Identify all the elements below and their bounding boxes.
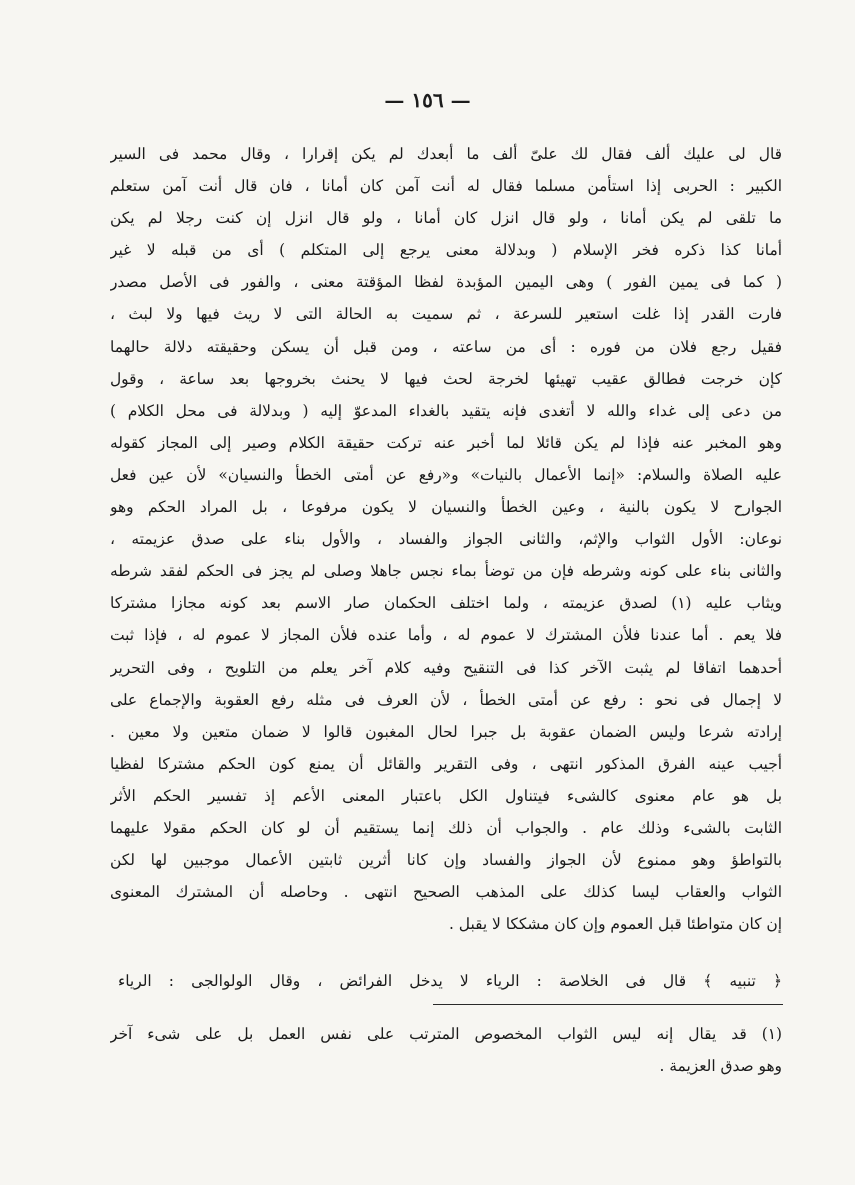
text-line: والثانى بناء على كونه وشرطه فإن من توضأ بماء نجس جاهلا وصلى لم يجز فى الحكم لفقد شرطه [110, 562, 782, 581]
text-line: ( كما فى يمين الفور ) وهى اليمين المؤبدة لفظا المؤقتة معنى ، والفور فى الأصل مصدر [110, 273, 782, 292]
text-line: الكبير : الحربى إذا استأمن مسلما فقال له أنت آمن كان أمانا ، فان قال أنت آمن ستعلم [110, 177, 782, 196]
footnote-line: (١) قد يقال إنه ليس الثواب المخصوص المترتب على نفس العمل بل على شىء آخر [110, 1025, 782, 1043]
text-line: فقيل رجع فلان من فوره : أى من ساعته ، ومن قبل أن يسكن وحقيقته دلالة حالهما [110, 337, 782, 356]
text-line: أمانا كذا ذكره فخر الإسلام ( وبدلالة معنى يرجع إلى المتكلم ) أى من قبله لا غير [110, 241, 782, 260]
footnote-line: وهو صدق العزيمة . [659, 1057, 782, 1075]
text-line: وهو المخبر عنه فإذا لم يكن قائلا لما أخبر عنه تركت حقيقة الكلام وصير إلى المجاز كقوله [110, 433, 782, 452]
text-line: فلا يعم . أما عندنا فلأن المشترك لا عموم له ، وأما عنده فلأن المجاز لا عموم له ، فإذا ثبت [110, 626, 782, 645]
text-line: أجيب عينه الفرق المذكور انتهى ، وفى التقرير والقائل أن يمنع كون الحكم مشتركا لفظيا [110, 754, 782, 773]
text-line: فارت القدر إذا غلت استعير للسرعة ، ثم سميت به الحالة التى لا ريث فيها ولا لبث ، [110, 305, 782, 324]
text-line: الجوارح لا يكون بالنية ، وعين الخطأ والنسيان لا يكون مرفوعا ، بل المراد الحكم وهو [110, 498, 782, 517]
tanbih-note-line: ﴿ تنبيه ﴾ قال فى الخلاصة : الرياء لا يدخل الفرائض ، وقال الولوالجى : الرياء [118, 972, 782, 990]
text-line: الثواب والعقاب ليسا كذلك على المذهب الصحيح انتهى . وحاصله أن المشترك المعنوى [110, 883, 782, 902]
text-line: لا إجمال فى نحو : رفع عن أمتى الخطأ ، لأن العرف فى مثله رفع العقوبة والإجماع على [110, 690, 782, 709]
text-line: عليه الصلاة والسلام: «إنما الأعمال بالنيات» و«رفع عن أمتى الخطأ والنسيان» لأن عين فعل [110, 465, 782, 484]
page-number: — ١٥٦ — [384, 88, 471, 112]
text-line: ما تلقى لم يكن أمانا ، ولو قال انزل كان أمانا ، ولو قال انزل إن كنت رجلا لم يكن [110, 209, 782, 228]
text-line: كإن خرجت فطالق عقيب تهيئها لخرجة لحث فيها لا يحنث بخروجها بعد ساعة ، وقول [110, 369, 782, 388]
text-line: بل هو عام معنوى كالشىء فيتناول الكل باعتبار المعنى الأعم إذ تفسير الحكم الأثر [110, 786, 782, 805]
text-line: إرادته شرعا وليس الضمان عقوبة بل جبرا لحال المغبون قالوا لا ضمان متعين ولا معين . [110, 722, 782, 741]
footnote-separator [433, 1004, 783, 1005]
footnote-block [110, 1018, 782, 1082]
text-line: أحدهما اتفاقا لم يثبت الآخر كذا فى التنقيح وفيه كلام آخر يعلم من التلويح ، وفى التحرير [110, 658, 782, 677]
text-line: من دعى إلى غداء والله لا أتغدى فإنه يتقيد بالغداء المدعوّ إليه ( وبدلالة فى محل الكلام ) [110, 401, 782, 420]
text-line: الثابت بالشىء وذلك عام . والجواب أن ذلك إنما يستقيم أن لو كان الحكم مقولا عليهما [110, 818, 782, 837]
main-text-block [110, 138, 782, 940]
text-line: إن كان متواطئا قبل العموم وإن كان مشككا لا يقبل . [449, 915, 782, 934]
text-line: بالتواطؤ وهو ممنوع لأن الجواز والفساد وإن كانا أثرين ثابتين الأعمال موجبين لها لكن [110, 851, 782, 870]
text-line: ويثاب عليه (١) لصدق عزيمته ، ولما اختلف الحكمان صار الاسم بعد كونه مجازا مشتركا [110, 594, 782, 613]
text-line: نوعان: الأول الثواب والإثم، والثانى الجواز والفساد ، والأول بناء على صدق عزيمته ، [110, 530, 782, 549]
text-line: قال لى عليك ألف فقال لك علىّ ألف ما أبعدك لم يكن إقرارا ، وقال محمد فى السير [110, 145, 782, 163]
